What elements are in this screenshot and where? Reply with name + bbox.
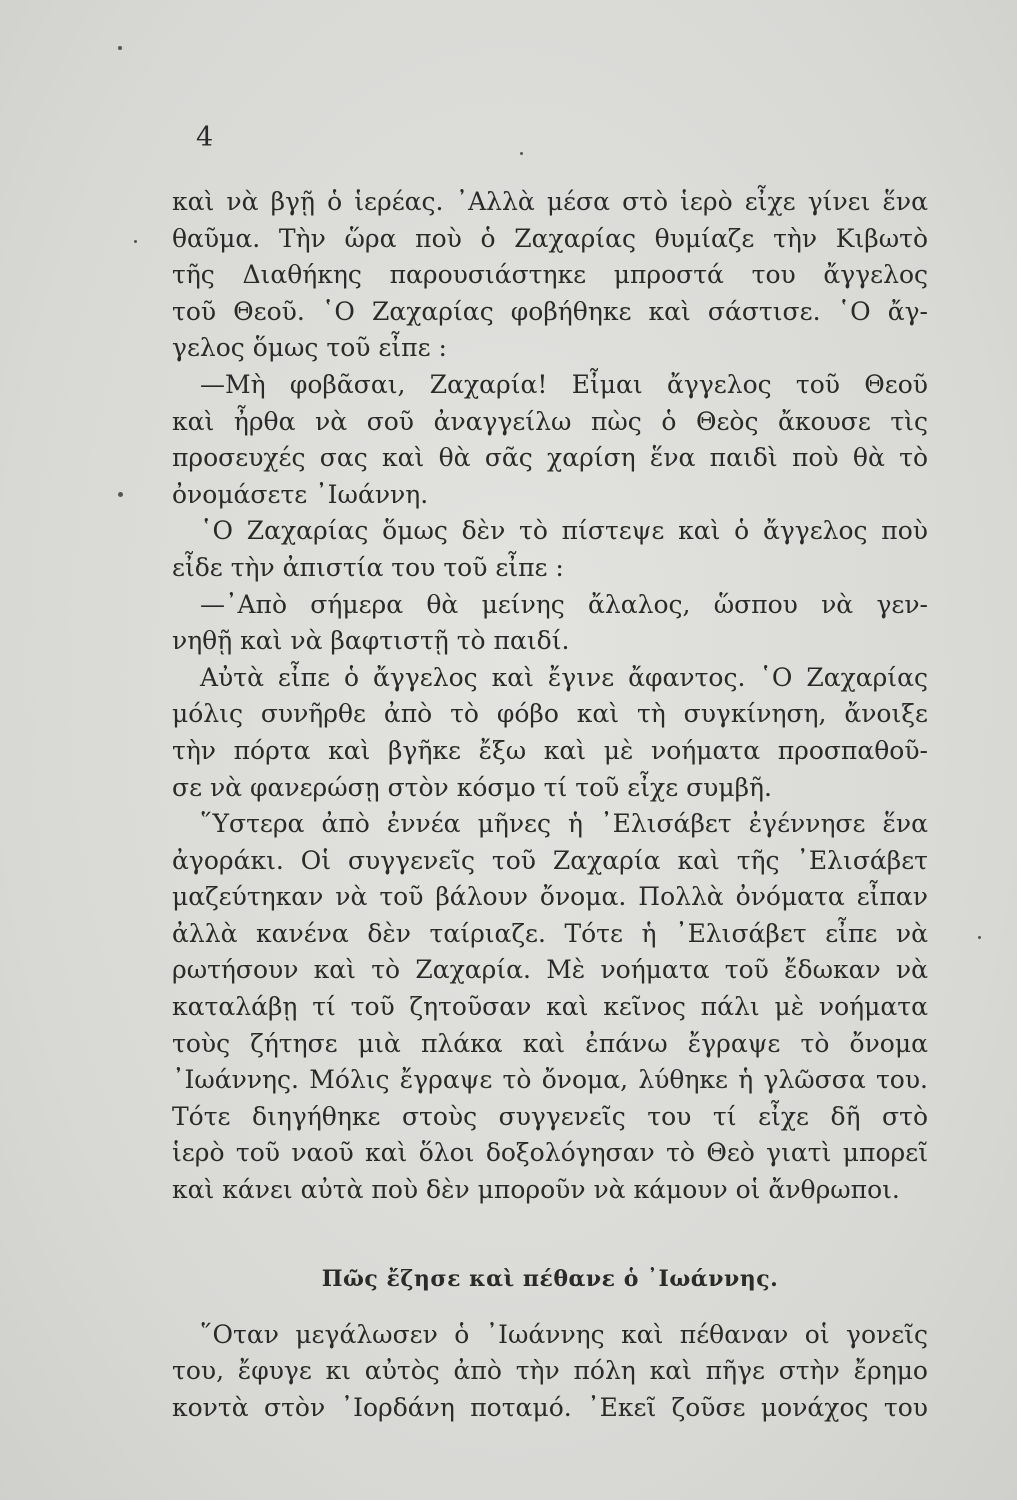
- print-speck: [118, 46, 122, 50]
- print-speck: [118, 492, 123, 497]
- text-line: —᾿Απὸ σήμερα θὰ μείνης ἄλαλος, ὥσπου νὰ γεν-: [200, 589, 928, 619]
- text-line: μόλις συνῆρθε ἀπὸ τὸ φόβο καὶ τὴ συγκίνηση, ἄνοιξε: [172, 699, 928, 729]
- text-line: καὶ νὰ βγῇ ὁ ἱερέας. ᾿Αλλὰ μέσα στὸ ἱερὸ εἶχε γίνει ἕνα: [172, 187, 928, 216]
- paragraph-6: [172, 806, 928, 1209]
- page-number: 4: [196, 122, 215, 153]
- text-line: —Μὴ φοβᾶσαι, Ζαχαρία! Εἶμαι ἄγγελος τοῦ Θεοῦ: [200, 369, 928, 399]
- paragraph-5: [172, 660, 928, 806]
- text-line: καταλάβῃ τί τοῦ ζητοῦσαν καὶ κεῖνος πάλι μὲ νοήματα: [172, 992, 928, 1022]
- text-line: καὶ κάνει αὐτὰ ποὺ δὲν μποροῦν νὰ κάμουν οἱ ἄνθρωποι.: [172, 1175, 900, 1205]
- text-line: του, ἔφυγε κι αὐτὸς ἀπὸ τὴν πόλη καὶ πῆγε στὴν ἔρημο: [172, 1356, 928, 1386]
- text-line: ῞Οταν μεγάλωσεν ὁ ᾿Ιωάννης καὶ πέθαναν οἱ γονεῖς: [200, 1319, 928, 1349]
- text-line: ὀνομάσετε ᾿Ιωάννη.: [172, 479, 429, 509]
- text-line: Τότε διηγήθηκε στοὺς συγγενεῖς του τί εἶχε δῆ στὸ: [172, 1101, 928, 1131]
- text-line: γελος ὅμως τοῦ εἶπε :: [172, 333, 447, 363]
- text-line: μαζεύτηκαν νὰ τοῦ βάλουν ὄνομα. Πολλὰ ὀνόματα εἶπαν: [172, 882, 928, 912]
- text-line: νηθῇ καὶ νὰ βαφτιστῇ τὸ παιδί.: [172, 626, 570, 656]
- text-line: ᾿Ιωάννης. Μόλις ἔγραψε τὸ ὄνομα, λύθηκε ἡ γλῶσσα του.: [172, 1065, 928, 1095]
- text-line: Αὐτὰ εἶπε ὁ ἄγγελος καὶ ἔγινε ἄφαντος. ῾Ο Ζαχαρίας: [200, 662, 928, 692]
- text-line: σε νὰ φανερώσῃ στὸν κόσμο τί τοῦ εἶχε συμβῆ.: [172, 772, 772, 802]
- text-line: ῞Υστερα ἀπὸ ἐννέα μῆνες ἡ ᾿Ελισάβετ ἐγέννησε ἕνα: [200, 809, 928, 839]
- text-line: εἶδε τὴν ἀπιστία του τοῦ εἶπε :: [172, 552, 564, 582]
- print-speck: [520, 152, 523, 155]
- text-line: προσευχές σας καὶ θὰ σᾶς χαρίση ἕνα παιδὶ ποὺ θὰ τὸ: [172, 443, 928, 473]
- text-line: τῆς Διαθήκης παρουσιάστηκε μπροστά του ἄγγελος: [172, 260, 928, 290]
- text-line: ἱερὸ τοῦ ναοῦ καὶ ὅλοι δοξολόγησαν τὸ Θεὸ γιατὶ μπορεῖ: [172, 1138, 928, 1168]
- text-line: καὶ ἦρθα νὰ σοῦ ἀναγγείλω πὼς ὁ Θεὸς ἄκουσε τὶς: [172, 406, 928, 436]
- body-text: [172, 184, 928, 1426]
- print-speck: [978, 936, 981, 939]
- text-line: κοντὰ στὸν ᾿Ιορδάνη ποταμό. ᾿Εκεῖ ζοῦσε μονάχος του: [172, 1392, 928, 1422]
- paragraph-7: [172, 1317, 928, 1427]
- print-speck: [134, 240, 137, 243]
- paragraph-3: [172, 513, 928, 586]
- text-line: τοῦ Θεοῦ. ῾Ο Ζαχαρίας φοβήθηκε καὶ σάστισε. ῾Ο ἄγ-: [172, 296, 928, 326]
- paragraph-2: [172, 367, 928, 513]
- section-heading: Πῶς ἔζησε καὶ πέθανε ὁ ᾿Ιωάννης.: [321, 1265, 779, 1292]
- text-line: ἀγοράκι. Οἱ συγγενεῖς τοῦ Ζαχαρία καὶ τῆς ᾿Ελισάβετ: [172, 845, 928, 875]
- paragraph-4: [172, 587, 928, 660]
- text-line: ῾Ο Ζαχαρίας ὅμως δὲν τὸ πίστεψε καὶ ὁ ἄγγελος ποὺ: [200, 516, 928, 546]
- text-line: θαῦμα. Τὴν ὥρα ποὺ ὁ Ζαχαρίας θυμίαζε τὴν Κιβωτὸ: [172, 223, 928, 253]
- text-line: ρωτήσουν καὶ τὸ Ζαχαρία. Μὲ νοήματα τοῦ ἔδωκαν νὰ: [172, 955, 928, 985]
- paragraph-1: [172, 184, 928, 367]
- text-line: τὴν πόρτα καὶ βγῆκε ἔξω καὶ μὲ νοήματα προσπαθοῦ-: [172, 735, 928, 765]
- text-line: τοὺς ζήτησε μιὰ πλάκα καὶ ἐπάνω ἔγραψε τὸ ὄνομα: [172, 1028, 928, 1058]
- text-line: ἀλλὰ κανένα δὲν ταίριαζε. Τότε ἡ ᾿Ελισάβετ εἶπε νὰ: [172, 918, 928, 948]
